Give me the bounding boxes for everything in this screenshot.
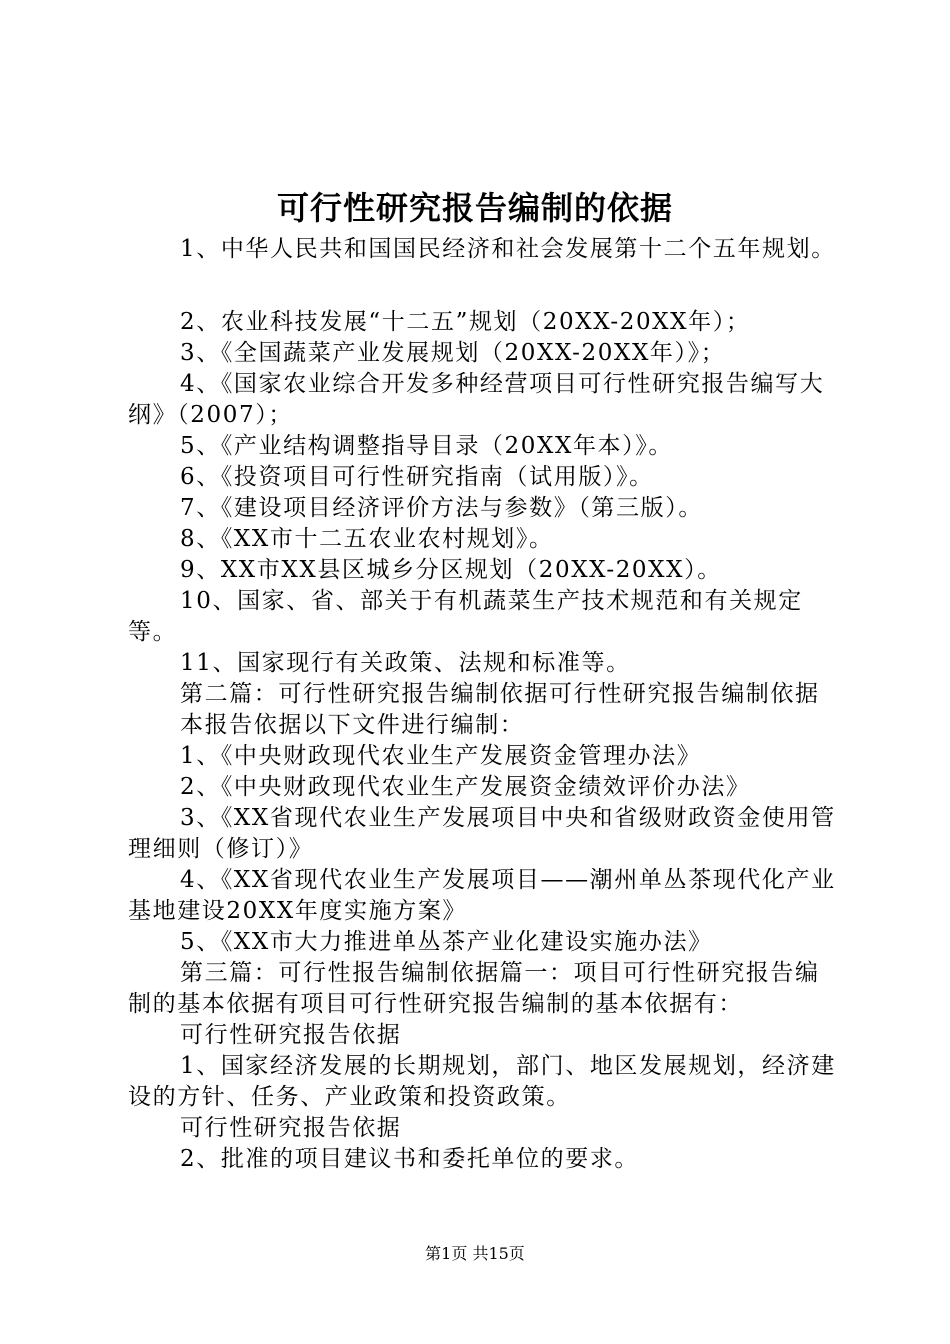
paragraph: 6、《投资项目可行性研究指南（试用版）》。: [180, 464, 654, 490]
paragraph: 本报告依据以下文件进行编制：: [180, 712, 525, 738]
section-heading: 第三篇：可行性报告编制依据篇一：项目可行性研究报告编制的基本依据有项目可行性研究报告编制的基本依据有：: [128, 960, 820, 1017]
paragraph: 5、《产业结构调整指导目录（20XX年本）》。: [180, 433, 673, 459]
paragraph: 10、国家、省、部关于有机蔬菜生产技术规范和有关规定等。: [128, 588, 803, 645]
paragraph: 5、《XX市大力推进单丛茶产业化建设实施办法》: [180, 929, 713, 955]
paragraph: 2、批准的项目建议书和委托单位的要求。: [180, 1146, 640, 1172]
paragraph: 1、国家经济发展的长期规划，部门、地区发展规划，经济建设的方针、任务、产业政策和投资政策。: [128, 1053, 836, 1110]
paragraph: 9、XX市XX县区城乡分区规划（20XX-20XX）。: [180, 557, 722, 583]
paragraph: 1、《中央财政现代农业生产发展资金管理办法》: [180, 743, 702, 769]
paragraph: 4、《XX省现代农业生产发展项目——潮州单丛茶现代化产业基地建设20XX年度实施方案》: [128, 867, 836, 924]
paragraph: 8、《XX市十二五农业农村规划》。: [180, 526, 554, 552]
document-title: 可行性研究报告编制的依据: [276, 189, 673, 227]
paragraph: 可行性研究报告依据: [180, 1022, 402, 1048]
paragraph: 7、《建设项目经济评价方法与参数》（第三版）。: [180, 495, 703, 521]
paragraph-gap: [128, 265, 836, 307]
paragraph: 4、《国家农业综合开发多种经营项目可行性研究报告编写大纲》（2007）；: [128, 371, 825, 428]
paragraph: 1、中华人民共和国国民经济和社会发展第十二个五年规划。: [180, 236, 836, 262]
paragraph: 2、《中央财政现代农业生产发展资金绩效评价办法》: [180, 774, 751, 800]
paragraph: 3、《全国蔬菜产业发展规划（20XX-20XX年）》；: [180, 340, 726, 366]
paragraph: 可行性研究报告依据: [180, 1115, 402, 1141]
page-footer: 第1页 共15页: [425, 1244, 525, 1263]
section-heading: 第二篇：可行性研究报告编制依据可行性研究报告编制依据: [180, 681, 820, 707]
paragraph: 2、农业科技发展“十二五”规划（20XX-20XX年）；: [180, 309, 751, 335]
paragraph: 11、国家现行有关政策、法规和标准等。: [180, 650, 631, 676]
paragraph: 3、《XX省现代农业生产发展项目中央和省级财政资金使用管理细则（修订）》: [128, 805, 836, 862]
document-body: [128, 234, 836, 1175]
